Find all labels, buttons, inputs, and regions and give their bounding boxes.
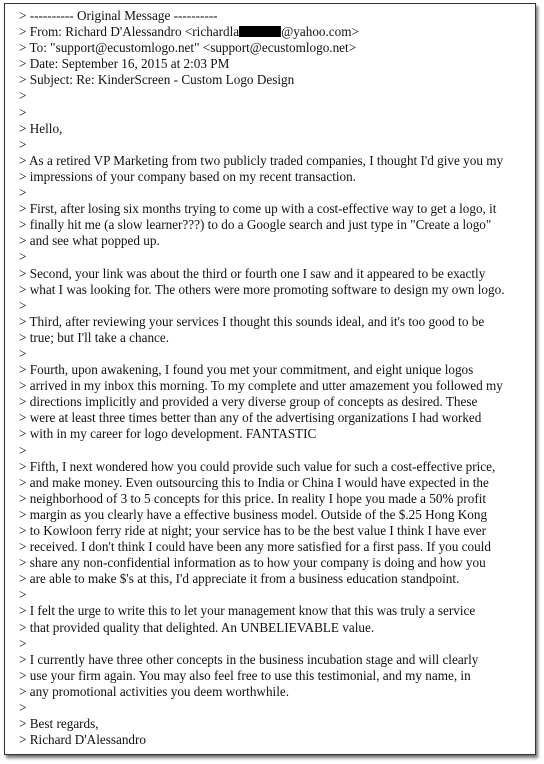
from-suffix: @yahoo.com> xyxy=(281,24,359,40)
body-line: > margin as you clearly have a effective business model. Outside of the $.25 Hong Kong xyxy=(19,506,488,522)
body-line: > xyxy=(19,587,27,603)
body-line: > true; but I'll take a chance. xyxy=(19,329,170,345)
to-line: > To: "support@ecustomlogo.net" <support@ecustomlogo.net> xyxy=(19,40,357,56)
subject-line: > Subject: Re: KinderScreen - Custom Logo Design xyxy=(19,72,295,88)
body-line: > Fifth, I next wondered how you could provide such value for such a cost-effective price, xyxy=(19,458,496,474)
from-line xyxy=(19,24,505,40)
body-line: > xyxy=(19,297,27,313)
email-text xyxy=(19,8,505,748)
body-line: > received. I don't think I could have been any more satisfied for a first pass. If you could xyxy=(19,539,491,555)
body-line: > xyxy=(19,104,27,120)
email-body xyxy=(19,88,505,748)
original-message-header: > ---------- Original Message ---------- xyxy=(19,8,218,23)
body-line: > Best regards, xyxy=(19,716,99,732)
body-line: > Richard D'Alessandro xyxy=(19,732,147,748)
body-line: > to Kowloon ferry ride at night; your service has to be the best value I think I have ever xyxy=(19,523,487,538)
body-line: > use your firm again. You may also feel free to use this testimonial, and my name, in xyxy=(19,667,471,683)
from-prefix: > From: Richard D'Alessandro <richardla xyxy=(19,24,240,40)
body-line: > xyxy=(19,88,27,104)
body-line: > I felt the urge to write this to let your management know that this was truly a service xyxy=(19,603,476,619)
body-line: > xyxy=(19,185,27,201)
body-line: > and make money. Even outsourcing this to India or China I would have expected in the xyxy=(19,474,489,490)
body-line: > xyxy=(19,136,27,152)
body-line: > xyxy=(19,249,27,265)
body-line: > Fourth, upon awakening, I found you met your commitment, and eight unique logos xyxy=(19,362,474,378)
body-line: > xyxy=(19,442,27,458)
body-line: > I currently have three other concepts in the business incubation stage and will clearly xyxy=(19,651,479,667)
body-line: > were at least three times better than any of the advertising organizations I had worked xyxy=(19,410,482,426)
body-line: > that provided quality that delighted. An UNBELIEVABLE value. xyxy=(19,619,375,635)
body-line: > with in my career for logo development. FANTASTIC xyxy=(19,426,317,442)
body-line: > and see what popped up. xyxy=(19,233,160,249)
body-line: > are able to make $'s at this, I'd appreciate it from a business education standpoint. xyxy=(19,571,460,587)
body-line: > Hello, xyxy=(19,120,63,136)
body-line: > neighborhood of 3 to 5 concepts for this price. In reality I hope you made a 50% profit xyxy=(19,490,487,506)
body-line: > As a retired VP Marketing from two publicly traded companies, I thought I'd give you my xyxy=(19,152,504,168)
redaction-bar xyxy=(239,26,281,37)
body-line: > impressions of your company based on my recent transaction. xyxy=(19,168,357,184)
body-line: > First, after losing six months trying to come up with a cost-effective way to get a logo, it xyxy=(19,201,497,217)
body-line: > finally hit me (a slow learner???) to do a Google search and just type in "Create a logo" xyxy=(19,217,492,233)
body-line: > Second, your link was about the third or fourth one I saw and it appeared to be exactly xyxy=(19,265,486,281)
body-line: > xyxy=(19,700,27,716)
body-line: > xyxy=(19,635,27,651)
body-line: > share any non-confidential information as to how your company is doing and how you xyxy=(19,555,486,571)
body-line: > directions implicitly and provided a very diverse group of concepts as desired. These xyxy=(19,394,478,410)
body-line: > Third, after reviewing your services I thought this sounds ideal, and it's too good to be xyxy=(19,313,485,329)
body-line: > xyxy=(19,345,27,361)
body-line: > what I was looking for. The others were more promoting software to design my own logo. xyxy=(19,281,505,297)
body-line: > arrived in my inbox this morning. To my complete and utter amazement you followed my xyxy=(19,378,503,394)
body-line: > any promotional activities you deem worthwhile. xyxy=(19,683,290,699)
email-frame xyxy=(4,3,536,755)
date-line: > Date: September 16, 2015 at 2:03 PM xyxy=(19,56,230,72)
